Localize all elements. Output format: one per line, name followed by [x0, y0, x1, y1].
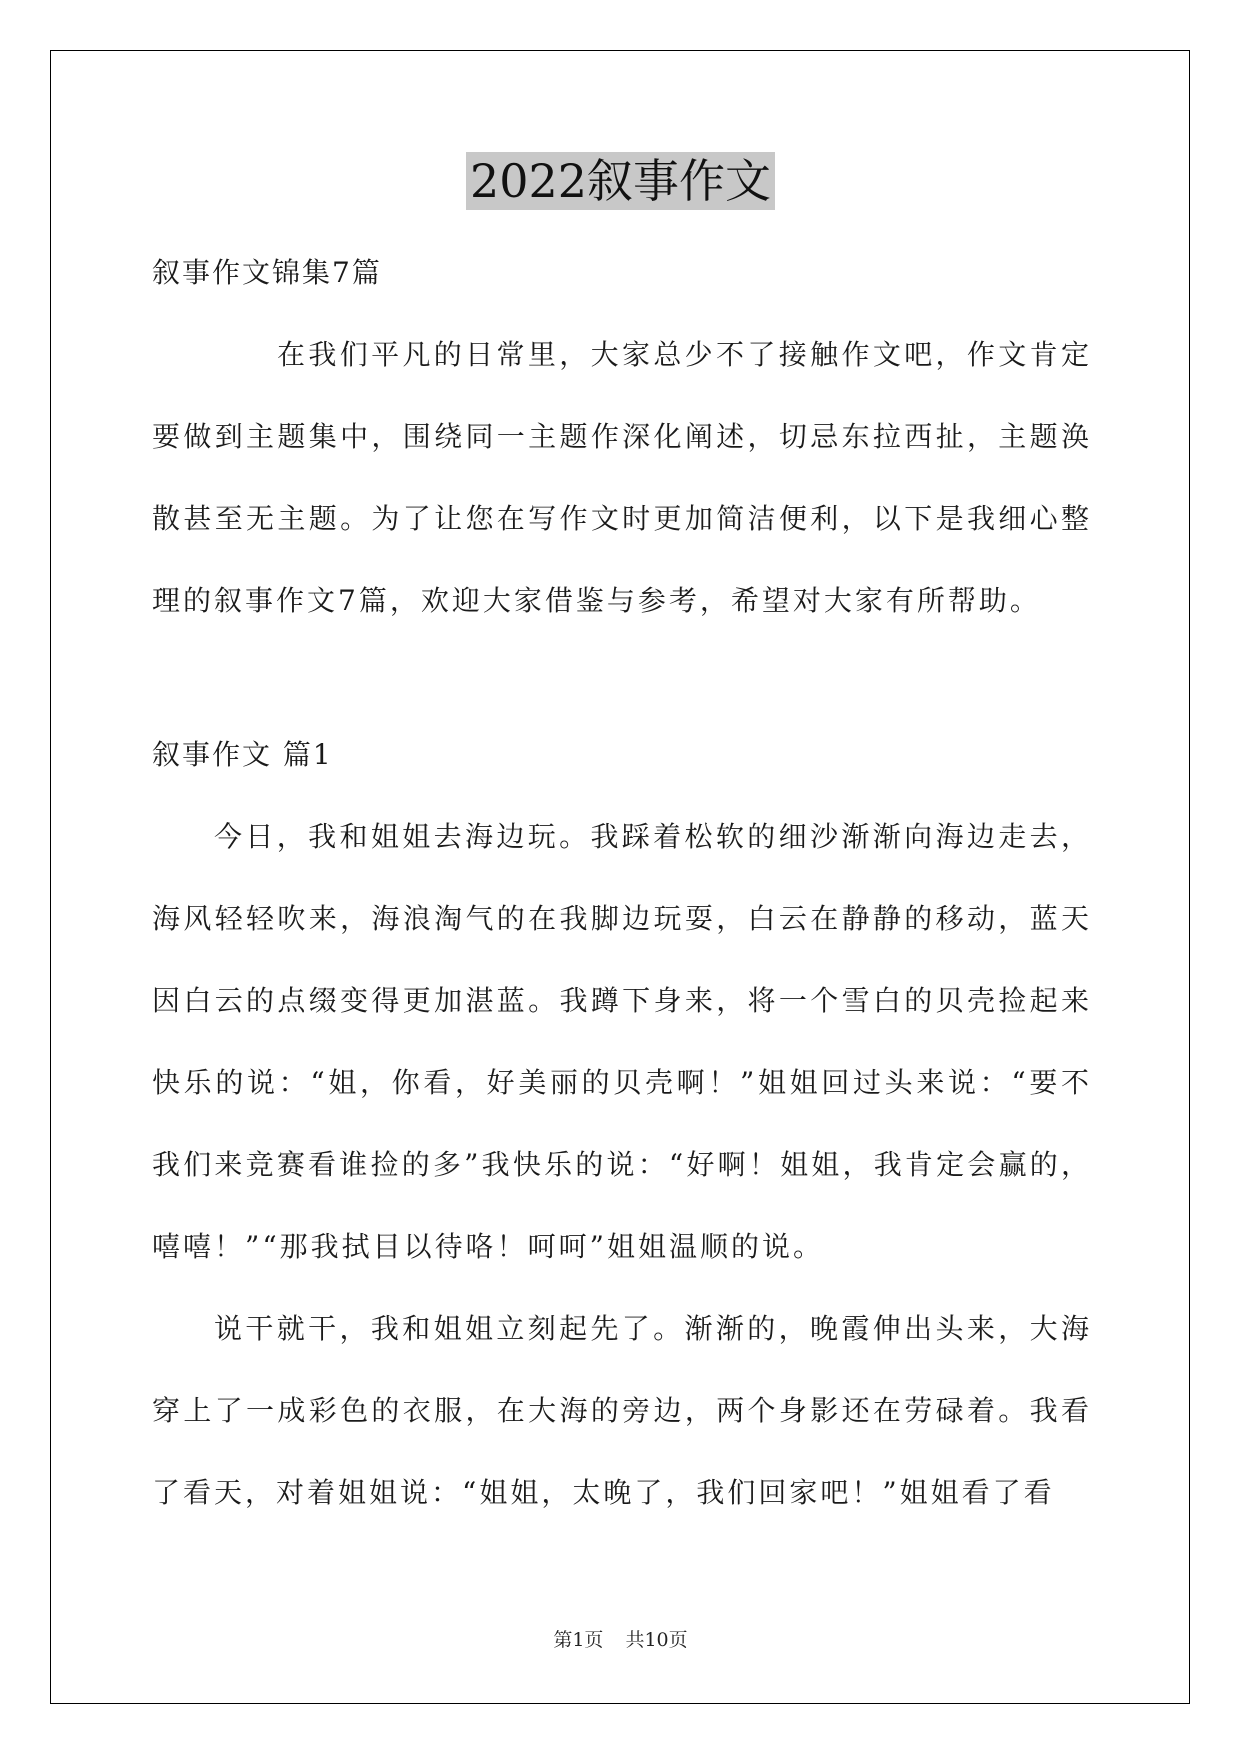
- document-title: 2022叙事作文: [466, 152, 775, 210]
- page-footer: [0, 1625, 1241, 1652]
- document-body: [152, 232, 1092, 1534]
- title-container: [0, 152, 1241, 210]
- body-paragraph: 今日，我和姐姐去海边玩。我踩着松软的细沙渐渐向海边走去，海风轻轻吹来，海浪淘气的在我脚边玩耍，白云在静静的移动，蓝天因白云的点缀变得更加湛蓝。我蹲下身来，将一个雪白的贝壳捡起来快乐的说：“姐，你看，好美丽的贝壳啊！”姐姐回过头来说：“要不我们来竞赛看谁捡的多”我快乐的说：“好啊！姐姐，我肯定会赢的，嘻嘻！”“那我拭目以待咯！呵呵”姐姐温顺的说。: [152, 820, 1092, 1263]
- intro-paragraph: 在我们平凡的日常里，大家总少不了接触作文吧，作文肯定要做到主题集中，围绕同一主题作深化阐述，切忌东拉西扯，主题涣散甚至无主题。为了让您在写作文时更加简洁便利，以下是我细心整理的叙事作文7篇，欢迎大家借鉴与参考，希望对大家有所帮助。: [152, 338, 1092, 617]
- page-number: 第1页: [553, 1629, 604, 1651]
- document-subtitle: 叙事作文锦集7篇: [152, 256, 382, 289]
- body-paragraph: 说干就干，我和姐姐立刻起先了。渐渐的，晚霞伸出头来，大海穿上了一成彩色的衣服，在大海的旁边，两个身影还在劳碌着。我看了看天，对着姐姐说：“姐姐，太晚了，我们回家吧！”姐姐看了看: [152, 1312, 1092, 1509]
- total-pages: 共10页: [625, 1629, 688, 1651]
- section-heading: 叙事作文 篇1: [152, 738, 333, 771]
